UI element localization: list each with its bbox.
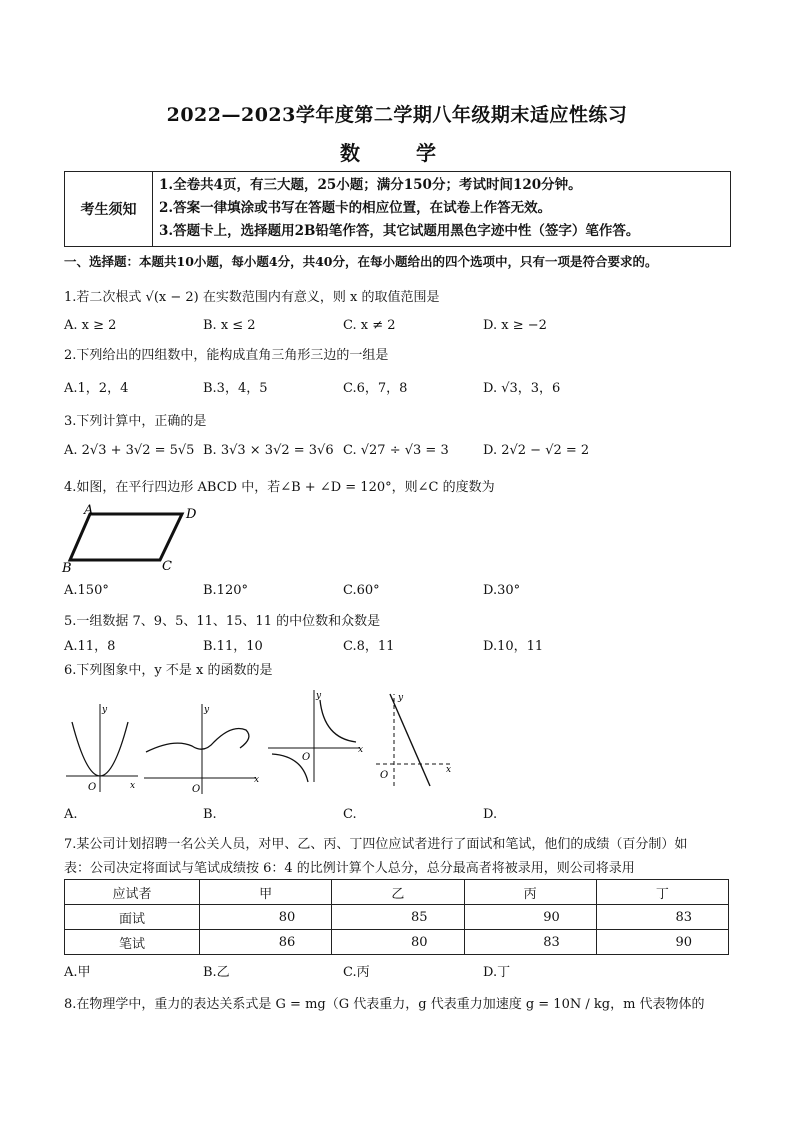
subject-title: 数 学: [340, 141, 454, 165]
hyperbola-branch-upper: [320, 700, 356, 742]
parallelogram-figure: [62, 500, 197, 576]
notice-items: [153, 172, 730, 246]
q3-option-b: B. 3√3 × 3√2 = 3√6: [203, 443, 334, 458]
straight-line: [390, 694, 430, 786]
axis-label-y: y: [316, 691, 322, 701]
table-cell: 90: [464, 905, 596, 930]
table-cell: 83: [596, 905, 728, 930]
q7-option-b: B.乙: [203, 965, 230, 980]
question-3-stem: 3.下列计算中，正确的是: [64, 414, 207, 429]
question-7-stem-line2: 表：公司决定将面试与笔试成绩按 6：4 的比例计算个人总分，总分最高者将被录用，则公司将录用: [64, 861, 635, 876]
vertex-label-c: C: [162, 559, 172, 574]
table-header-cell: 丁: [596, 880, 728, 905]
table-header-cell: 乙: [332, 880, 464, 905]
table-cell: 85: [332, 905, 464, 930]
graph-b: [140, 700, 264, 796]
q5-option-b: B.11，10: [203, 639, 263, 654]
q6-option-a: A.: [64, 807, 78, 822]
table-header-cell: 丙: [464, 880, 596, 905]
score-table: [64, 879, 729, 955]
graph-c: [266, 686, 366, 786]
table-cell: 80: [200, 905, 332, 930]
table-cell: 90: [596, 930, 728, 955]
question-8-stem: 8.在物理学中，重力的表达关系式是 G = mg（G 代表重力，g 代表重力加速度 g = 10N / kg，m 代表物体的: [64, 997, 705, 1012]
q3-option-d: D. 2√2 − √2 = 2: [483, 443, 590, 458]
axis-label-y: y: [398, 693, 404, 703]
q7-option-c: C.丙: [343, 965, 370, 980]
table-cell: 80: [332, 930, 464, 955]
section-heading: 一、选择题：本题共10小题，每小题4分，共40分，在每小题给出的四个选项中，只有一项是符合要求的。: [64, 254, 658, 269]
notice-item: 3.答题卡上，选择题用2B铅笔作答，其它试题用黑色字迹中性（签字）笔作答。: [159, 223, 640, 239]
origin-label: O: [380, 770, 389, 781]
wavy-curve: [146, 729, 249, 753]
table-cell: 83: [464, 930, 596, 955]
q7-option-a: A.甲: [64, 965, 91, 980]
question-1-stem: 1.若二次根式 √(x − 2) 在实数范围内有意义，则 x 的取值范围是: [64, 290, 440, 305]
notice-box: [64, 171, 731, 247]
vertex-label-b: B: [62, 561, 72, 576]
table-cell: 86: [200, 930, 332, 955]
q6-option-d: D.: [483, 807, 498, 822]
q3-option-c: C. √27 ÷ √3 = 3: [343, 443, 449, 458]
q2-option-a: A.1，2，4: [64, 381, 129, 396]
q1-option-c: C. x ≠ 2: [343, 318, 396, 333]
q3-option-a: A. 2√3 + 3√2 = 5√5: [64, 443, 195, 458]
q7-option-d: D.丁: [483, 965, 511, 980]
table-header-cell: 应试者: [65, 880, 200, 905]
q6-option-b: B.: [203, 807, 217, 822]
vertex-label-d: D: [186, 507, 197, 522]
q4-option-a: A.150°: [64, 583, 109, 598]
question-4-stem: 4.如图，在平行四边形 ABCD 中，若∠B + ∠D = 120°，则∠C 的度数为: [64, 480, 495, 495]
notice-item: 2.答案一律填涂或书写在答题卡的相应位置，在试卷上作答无效。: [159, 200, 552, 216]
question-6-stem: 6.下列图象中，y 不是 x 的函数的是: [64, 663, 273, 678]
q4-option-c: C.60°: [343, 583, 380, 598]
axis-label-x: x: [130, 781, 136, 791]
q2-option-b: B.3，4，5: [203, 381, 268, 396]
q5-option-d: D.10，11: [483, 639, 544, 654]
q1-option-a: A. x ≥ 2: [64, 318, 117, 333]
q4-option-b: B.120°: [203, 583, 248, 598]
axis-label-x: x: [254, 775, 260, 785]
axis-label-y: y: [204, 705, 210, 715]
question-2-stem: 2.下列给出的四组数中，能构成直角三角形三边的一组是: [64, 348, 389, 363]
table-header-cell: 甲: [200, 880, 332, 905]
q5-option-a: A.11，8: [64, 639, 116, 654]
table-row: [65, 930, 729, 955]
origin-label: O: [192, 784, 201, 795]
table-row-label: 笔试: [65, 930, 200, 955]
axis-label-x: x: [446, 765, 452, 775]
axis-label-y: y: [102, 705, 108, 715]
graph-a: [62, 700, 142, 796]
q1-option-b: B. x ≤ 2: [203, 318, 256, 333]
question-7-stem-line1: 7.某公司计划招聘一名公关人员，对甲、乙、丙、丁四位应试者进行了面试和笔试，他们的成绩（百分制）如: [64, 837, 688, 852]
q6-option-c: C.: [343, 807, 357, 822]
table-row-label: 面试: [65, 905, 200, 930]
graph-d: [372, 688, 458, 788]
exam-title: 2022—2023学年度第二学期八年级期末适应性练习: [166, 104, 628, 126]
q2-option-c: C.6，7，8: [343, 381, 408, 396]
table-header-row: [65, 880, 729, 905]
table-row: [65, 905, 729, 930]
question-5-stem: 5.一组数据 7、9、5、11、15、11 的中位数和众数是: [64, 614, 381, 629]
origin-label: O: [302, 752, 311, 763]
origin-label: O: [88, 782, 97, 793]
q5-option-c: C.8，11: [343, 639, 395, 654]
q4-option-d: D.30°: [483, 583, 521, 598]
notice-label: 考生须知: [65, 172, 153, 246]
notice-item: 1.全卷共4页，有三大题，25小题；满分150分；考试时间120分钟。: [159, 177, 582, 193]
parallelogram-shape: [70, 514, 182, 560]
vertex-label-a: A: [84, 503, 94, 518]
q1-option-d: D. x ≥ −2: [483, 318, 547, 333]
axis-label-x: x: [358, 745, 364, 755]
q2-option-d: D. √3，3，6: [483, 381, 561, 396]
